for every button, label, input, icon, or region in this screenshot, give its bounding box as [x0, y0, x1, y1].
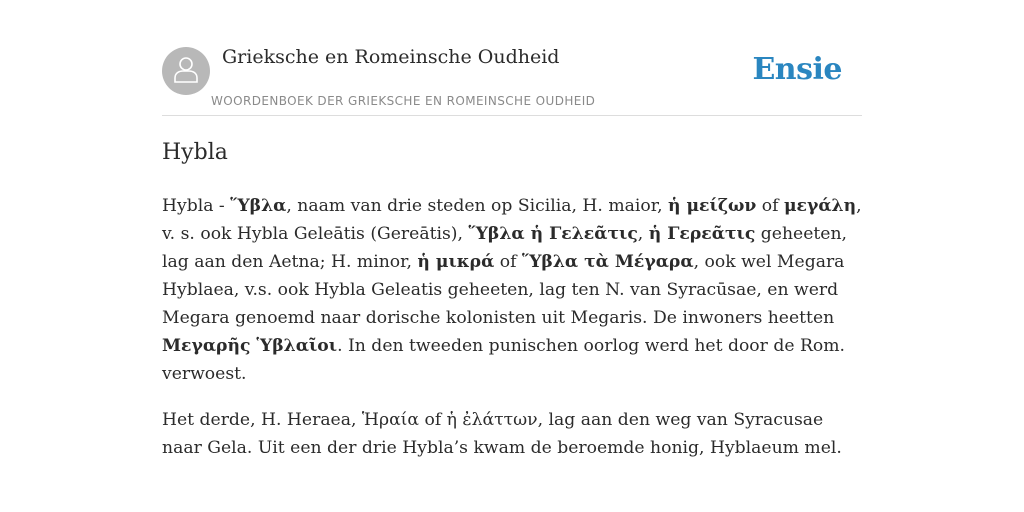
entry-text: , v. s. ook Hybla Geleātis (Gereātis), [162, 196, 862, 244]
divider [162, 115, 862, 116]
greek-term: Μεγαρῆς Ὑβλαῖοι [162, 336, 338, 356]
user-icon [173, 55, 199, 87]
entry-text: of [494, 252, 522, 272]
entry-text: , [637, 224, 649, 244]
entry-text: . In den tweeden punischen oorlog werd het door de Rom. verwoest. [162, 336, 846, 384]
greek-term: Ὕβλα [230, 196, 287, 216]
entry-body [162, 192, 862, 480]
greek-term: ἡ μικρά [417, 252, 495, 272]
greek-term: ἡ μείζων [668, 196, 757, 216]
greek-term: Ὕβλα ἡ Γελεᾶτις [468, 224, 638, 244]
entry-paragraph-1 [162, 192, 862, 388]
entry-text: Hybla - [162, 196, 231, 216]
entry-paragraph-2: Het derde, H. Heraea, Ἡραία of ἡ ἐλάττων, lag aan den weg van Syracusae naar Gela. Uit een der drie Hybla’s kwam de beroemde honig, Hyblaeum mel. [162, 410, 842, 458]
greek-term: ἡ Γερεᾶτις [648, 224, 756, 244]
greek-term: Ὕβλα τὰ Μέγαρα [521, 252, 694, 272]
greek-term: μεγάλη [783, 196, 857, 216]
book-subtitle: WOORDENBOEK DER GRIEKSCHE EN ROMEINSCHE OUDHEID [211, 94, 596, 108]
entry-text: of [756, 196, 784, 216]
entry-title: Hybla [162, 140, 228, 165]
entry-text: geheeten, lag aan den Aetna; H. minor, [162, 224, 847, 272]
avatar[interactable] [162, 47, 210, 95]
entry-text: , ook wel Megara Hyblaea, v.s. ook Hybla Geleatis geheeten, lag ten N. van Syracūsae, en werd Megara genoemd naar dorische kolonisten uit Megaris. De inwoners heetten [162, 252, 845, 328]
header [162, 44, 862, 116]
entry-text: , naam van drie steden op Sicilia, H. maior, [286, 196, 668, 216]
book-title[interactable]: Grieksche en Romeinsche Oudheid [222, 46, 560, 68]
brand-logo[interactable]: Ensie [752, 52, 842, 87]
